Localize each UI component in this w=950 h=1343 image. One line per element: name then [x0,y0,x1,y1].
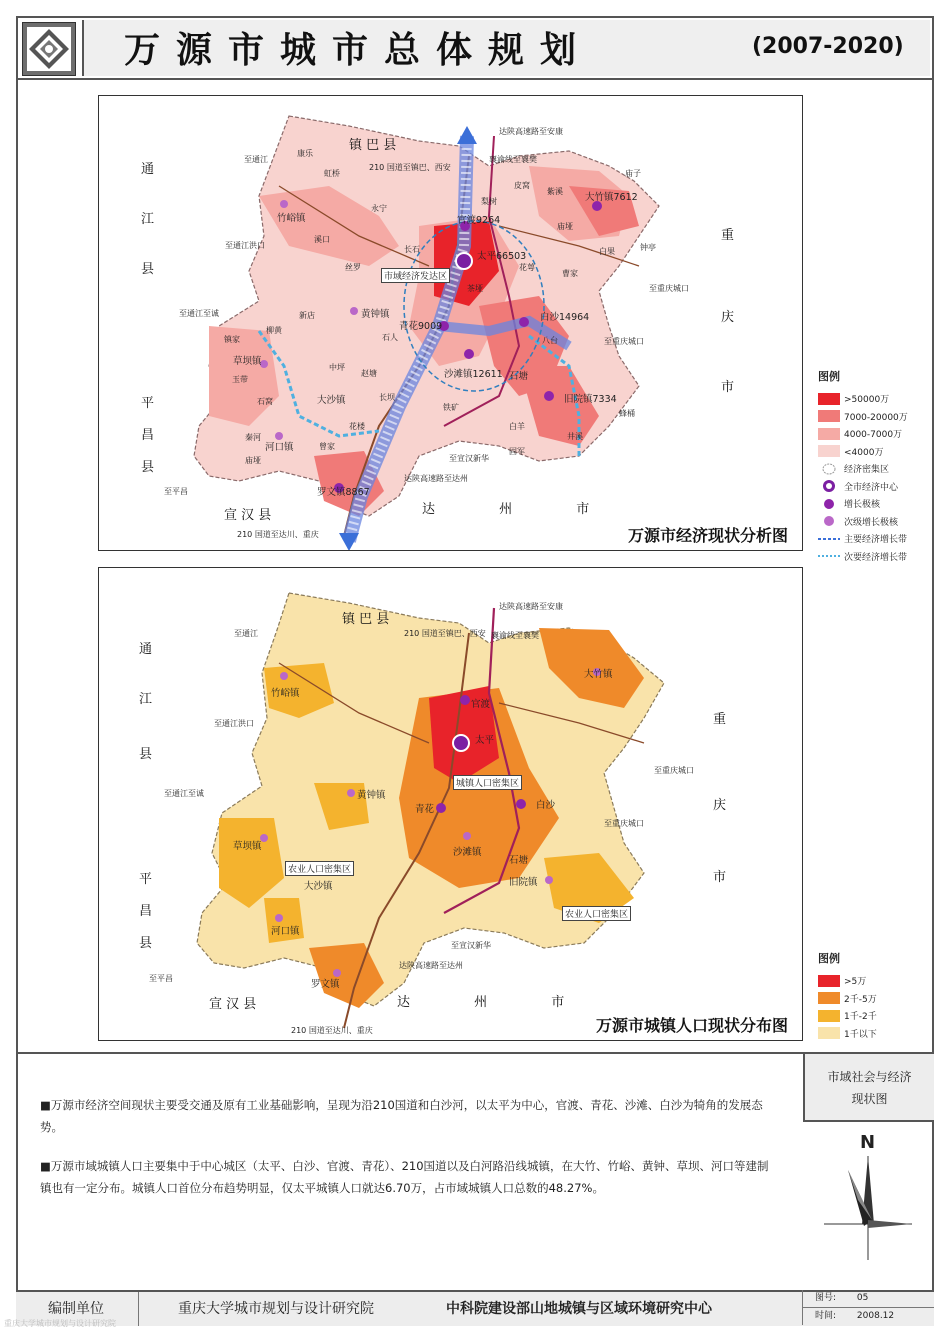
economy-legend-item [818,425,908,443]
map2-west-county-1b: 江 [139,692,153,707]
map2-east-city-c: 市 [713,870,727,885]
footer [4,1290,934,1328]
map2-label-shatan: 沙滩镇 [453,847,482,858]
map1-town-lishu: 梨树 [481,197,497,206]
pop-node-shatan[interactable] [463,832,471,840]
map1-town-hekou: 河口镇 [265,442,294,453]
sheet-title-box [803,1052,934,1122]
map1-south-city: 达 州 市 [422,502,590,517]
map1-town-hongqiao: 虹桥 [324,169,340,178]
map1-town-batai: 八台 [542,336,558,345]
map1-road-dazhou-exp: 达陕高速路至达州 [404,474,468,483]
map2-label-taiping: 太平 [475,735,495,746]
map2-south-county: 宣 汉 县 [209,997,257,1012]
map1-road-zhenba: 210 国道至镇巴、西安 [369,163,451,172]
map1-town-changshi: 长石 [404,245,420,254]
map2-label-hekou: 河口镇 [271,926,300,937]
economy-legend-item [818,548,908,566]
pop-node-zhuyu[interactable] [280,672,288,680]
map2-road-chengkou-1: 至重庆城口 [654,766,694,775]
map1-label-dazhu: 大竹镇7612 [585,192,638,203]
sheet-number-row [802,1290,934,1308]
title-bar [82,20,930,76]
pop-node-huangzhong[interactable] [347,789,355,797]
map1-west-county-2a: 平 [141,396,155,411]
map1-town-xikou: 溪口 [314,235,330,244]
map1-label-luowen: 罗文镇8867 [317,487,370,498]
node-huangzhong[interactable] [350,307,358,315]
map1-town-zhuyu: 竹峪镇 [277,213,306,224]
node-taiping[interactable] [456,253,472,269]
population-legend-item [818,972,877,990]
map1-label-shatan: 沙滩镇12611 [444,369,503,380]
map2-road-tongjiang: 至通江 [234,629,258,638]
main-belt-icon [818,533,840,545]
map1-town-huangzhong: 黄钟镇 [361,309,390,320]
belt-arrow-south [339,533,359,551]
map1-label-jiuyuan: 旧院镇7334 [564,394,617,405]
page-title: 万源市城市总体规划 [124,29,593,71]
map1-town-zhongping: 中坪 [329,363,345,372]
map2-west-county-2a: 平 [139,872,153,887]
sheet-number-value: 05 [856,1293,869,1303]
map1-road-zhicheng: 至通江至诚 [179,309,219,318]
population-legend-title: 图例 [818,952,840,965]
map1-east-city-a: 重 [721,228,735,243]
header [16,16,934,80]
legend-label: 经济密集区 [844,465,890,476]
legend-label: 次要经济增长带 [844,552,908,563]
map1-east-city-c: 市 [721,380,735,395]
legend-label: 增长极核 [844,500,881,511]
pop-swatch-high [818,992,840,1004]
economy-legend-item [818,390,908,408]
map1-town-shiren: 石人 [382,333,398,342]
map1-town-yongning: 永宁 [371,204,387,213]
legend-label: 7000-20000万 [844,412,908,423]
map2-road-zhenba: 210 国道至镇巴、西安 [404,629,486,638]
map1-south-county: 宣 汉 县 [224,508,272,523]
map2-road-210-south: 210 国道至达川、重庆 [291,1026,373,1035]
map1-town-zixi: 紫溪 [547,187,563,196]
footer-org-2: 中科院建设部山地城镇与区域环境研究中心 [446,1301,712,1317]
map1-road-chengkou-1: 至重庆城口 [649,284,689,293]
sheet-title-line-2: 现状图 [851,1092,888,1106]
map1-road-ankang: 达陕高速路至安康 [499,127,563,136]
map2-label-huangzhong: 黄钟镇 [357,790,386,801]
map1-road-chengkou-2: 至重庆城口 [604,337,644,346]
map1-town-dasha: 大沙镇 [317,395,346,406]
map1-zone-label: 市域经济发达区 [381,268,450,283]
legend-label: 4000-7000万 [844,430,903,441]
sheet-title-line-1: 市域社会与经济 [827,1070,912,1084]
footer-org-1: 重庆大学城市规划与设计研究院 [178,1301,374,1317]
node-jiuyuan[interactable] [544,391,554,401]
map1-road-210-south: 210 国道至达川、重庆 [237,530,319,539]
map1-town-miaopo: 庙垭 [557,222,573,231]
map2-label-baisha: 白沙 [536,800,556,811]
map1-town-jingtong: 井溪 [567,432,583,441]
sheet-date-value: 2008.12 [856,1311,895,1321]
map1-town-zhaotang: 赵塘 [361,369,377,378]
economy-legend-item [818,460,908,478]
map1-town-kangle: 康乐 [297,149,313,158]
map1-road-xinhua: 至宣汉新华 [449,454,489,463]
economy-legend-item [818,443,908,461]
map1-town-zhongting: 钟亭 [640,243,656,252]
map1-town-qinhe: 秦河 [245,433,261,442]
map2-label-qinghua: 青花 [415,804,435,815]
footer-label: 编制单位 [48,1301,104,1317]
map1-town-xindian: 新店 [299,311,315,320]
population-legend-item [818,1007,877,1025]
pop-node-guandu[interactable] [460,695,470,705]
map2-road-pingchang: 至平昌 [149,974,173,983]
map1-label-qinghua: 青花9009 [399,321,443,332]
map2-zone-agri-2: 农业人口密集区 [562,906,631,921]
description-paragraph-economy: ■万源市经济空间现状主要受交通及原有工业基础影响，呈现为沿210国道和白沙河，以太平为中心，官渡、青花、沙滩、白沙为犄角的发展态势。 [40,1098,763,1134]
map2-label-shitang: 石塘 [509,855,529,866]
map1-label-guandu: 官渡9264 [457,215,501,226]
map2-south-city: 达 州 市 [397,995,565,1010]
map2-east-city-a: 重 [713,712,727,727]
legend-label: 1千-2千 [844,1012,877,1023]
map1-west-county-1b: 江 [141,212,155,227]
legend-label: 1千以下 [844,1029,877,1040]
map2-road-chengkou-2: 至重庆城口 [604,819,644,828]
economy-map-title: 万源市经济现状分析图 [624,523,792,546]
map2-zone-agri-1: 农业人口密集区 [285,861,354,876]
map1-town-miaozi: 庙子 [625,169,641,178]
legend-label: 次级增长极核 [844,517,899,528]
map2-north-county: 镇 巴 县 [342,612,390,627]
sheet-date-row [802,1308,934,1325]
node-zhuyu[interactable] [280,200,288,208]
legend-swatch-high [818,410,840,422]
legend-label: >5万 [844,977,867,988]
footer-watermark: 重庆大学城市规划与设计研究院 [4,1319,116,1328]
population-legend-item [818,1025,877,1043]
map2-west-county-1a: 通 [139,642,153,657]
growth-pole-icon [818,498,840,510]
map1-town-jiajia: 镇家 [224,335,240,344]
legend-swatch-mid [818,428,840,440]
map2-road-dazhou-exp: 达陕高速路至达州 [399,961,463,970]
legend-label: 主要经济增长带 [844,535,908,546]
institute-logo [22,22,76,76]
sheet-meta [802,1290,934,1326]
north-label: N [860,1132,876,1153]
map1-road-tongjiang: 至通江 [244,155,268,164]
map1-west-county-1a: 通 [141,162,155,177]
plan-years: (2007-2020) [752,34,904,59]
sub-growth-pole-icon [818,515,840,527]
map2-zone-urban: 城镇人口密集区 [453,775,522,790]
map1-town-shitang: 石塘 [509,371,529,382]
legend-label: 2千-5万 [844,994,877,1005]
map1-town-shiwo: 石窝 [257,397,273,406]
map2-road-zhicheng: 至通江至诚 [164,789,204,798]
map1-town-chapo: 茶垭 [467,284,483,293]
population-map-panel[interactable] [98,567,803,1041]
map1-town-sijie: 丝罗 [345,263,361,272]
map2-west-county-1c: 县 [139,747,153,762]
map2-road-hongkou: 至通江洪口 [214,719,254,728]
map2-label-guandu: 官渡 [471,699,491,710]
description-paragraph-population: ■万源市域城镇人口主要集中于中心城区（太平、白沙、官渡、青花）、210国道以及白河路沿线城镇，在大竹、竹峪、黄钟、草坝、河口等建制镇也有一定分布。城镇人口首位分布趋势明显，仅太平城镇人口就达6.70万，占市域城镇人口总数的48.27%。 [40,1159,769,1195]
legend-label: >50000万 [844,395,890,406]
map1-town-guanjia: 固军 [509,447,525,456]
map1-label-baisha: 白沙14964 [540,312,590,323]
economy-legend-item [818,478,908,496]
legend-label: 全市经济中心 [844,482,899,493]
map1-west-county-2b: 昌 [141,428,155,443]
pop-node-baisha[interactable] [516,799,526,809]
map1-town-caoba: 草坝镇 [233,356,262,367]
economy-legend-title: 图例 [818,370,840,383]
map2-label-jiuyuan: 旧院镇 [509,877,538,888]
economy-legend-item [818,530,908,548]
sheet-number-label: 图号: [815,1293,837,1303]
secondary-belt-icon [818,550,840,562]
map1-town-liuhuang: 柳黄 [266,326,282,335]
economy-legend-item [818,408,908,426]
map1-town-fengtong: 蜂桶 [619,409,635,418]
map1-town-caojia: 曹家 [562,269,578,278]
economy-map-panel[interactable] [98,95,803,551]
map2-label-dasha: 大沙镇 [304,881,333,892]
pop-node-taiping[interactable] [453,735,469,751]
map2-label-caoba: 草坝镇 [233,841,262,852]
map2-road-xinhua: 至宣汉新华 [451,941,491,950]
map1-town-yudai: 玉带 [232,375,248,384]
map1-west-county-2c: 县 [141,460,155,475]
compass-rose-icon [818,1130,918,1270]
map1-east-city-b: 庆 [721,310,735,325]
map1-town-miaopo2: 庙垭 [245,456,261,465]
map1-town-baiguo: 白果 [599,247,615,256]
pop-swatch-top [818,975,840,987]
belt-arrow-north [457,126,477,144]
map1-town-huaqiao: 花萼 [519,263,535,272]
footer-divider [138,1292,139,1326]
legend-label: <4000万 [844,447,884,458]
population-legend-item [818,990,877,1008]
map1-town-tangjia: 曾家 [319,442,335,451]
city-center-icon [818,480,840,492]
map1-label-taiping: 太平66503 [477,251,527,262]
pop-node-jiuyuan[interactable] [545,876,553,884]
pop-swatch-low [818,1027,840,1039]
map1-west-county-1c: 县 [141,262,155,277]
map2-west-county-2c: 县 [139,936,153,951]
map2-label-dazhu: 大竹镇 [584,669,613,680]
north-arrow [818,1130,918,1270]
economy-legend-item [818,513,908,531]
pop-swatch-mid [818,1010,840,1022]
node-baisha[interactable] [519,317,529,327]
economic-zone-icon [818,463,840,475]
map1-road-hongkou: 至通江洪口 [225,241,265,250]
legend-swatch-top [818,393,840,405]
map2-road-xiangfan: 襄渝线至襄樊 [491,631,539,640]
map2-west-county-2b: 昌 [139,904,153,919]
map1-town-huaping: 花楼 [349,422,365,431]
map1-town-tiekuang: 铁矿 [443,403,459,412]
economy-legend [818,368,908,565]
economy-legend-item [818,495,908,513]
pop-node-qinghua[interactable] [436,803,446,813]
legend-swatch-low [818,445,840,457]
map1-town-baiyang: 白羊 [509,422,525,431]
map2-label-zhuyu: 竹峪镇 [271,688,300,699]
map2-east-city-b: 庆 [713,798,727,813]
map1-town-changba: 长坝 [379,393,395,402]
map1-road-xiangfan: 襄渝线至襄樊 [489,155,537,164]
pop-node-hekou[interactable] [275,914,283,922]
node-shatan[interactable] [464,349,474,359]
map1-town-piwo: 皮窝 [514,181,530,190]
map1-north-county: 镇 巴 县 [349,138,397,153]
sheet-date-label: 时间: [815,1311,837,1321]
population-legend [818,950,877,1042]
map1-road-pingchang: 至平昌 [164,487,188,496]
map2-road-ankang: 达陕高速路至安康 [499,602,563,611]
population-map-title: 万源市城镇人口现状分布图 [592,1013,792,1036]
map2-label-luowen: 罗文镇 [311,979,340,990]
